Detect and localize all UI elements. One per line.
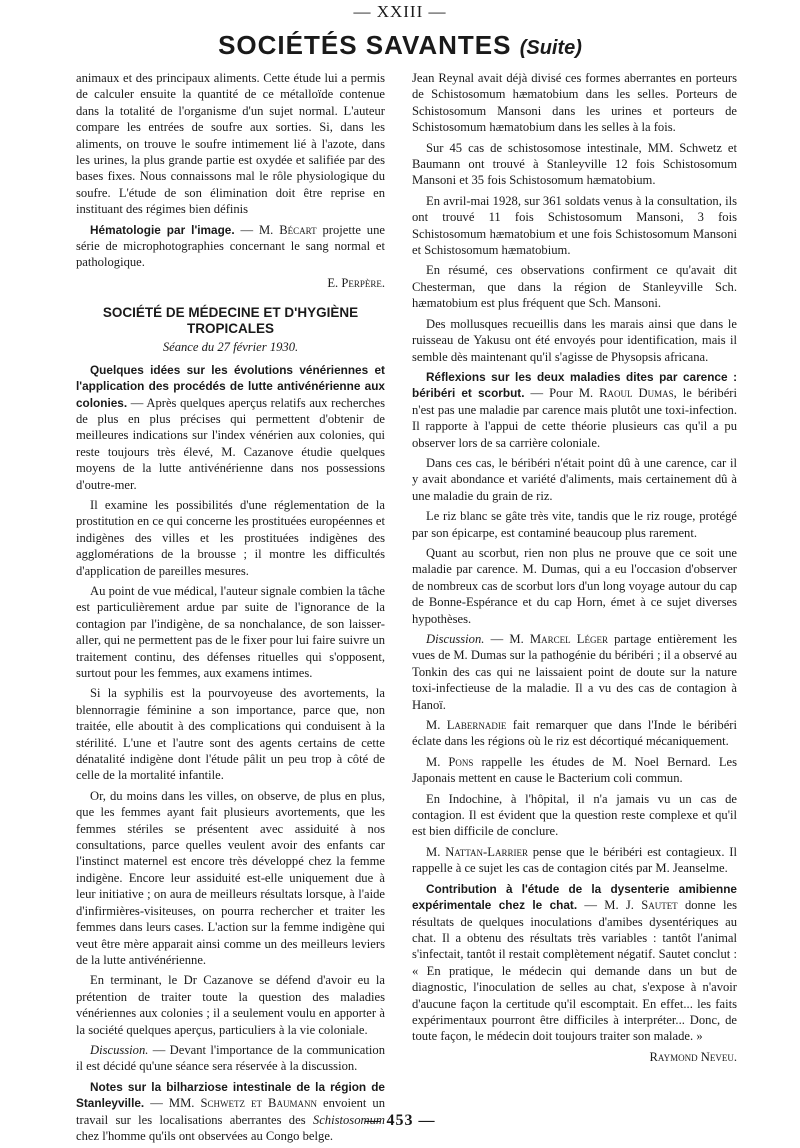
- paragraph: Quant au scorbut, rien non plus ne prouve que ce soit une maladie par carence. M. Dumas, qui a eu l'occasion d'observer de nombreux cas de scorbut lors d'un long voyage autour du cap de Bonne-Espérance et du cap Horn, émet à ce sujet diverses hypothèses.: [412, 545, 737, 626]
- text: pense que le béribéri est contagieux. Il rappelle à ce sujet les cas de contagion cités par M. Jeanselme.: [412, 844, 737, 876]
- text: envoient un travail sur les localisations aberrantes des: [76, 1096, 385, 1127]
- paragraph: [412, 369, 737, 451]
- author-name: Labernadie: [446, 718, 507, 733]
- paragraph: En terminant, le Dr Cazanove se défend d'avoir eu la prétention de traiter toute la question des maladies vénériennes aux colonies ; il a seulement voulu en apporter à la société quelques aperçus, particuliers à la vie coloniale.: [76, 973, 385, 1037]
- paragraph: Sur 45 cas de schistosomose intestinale, MM. Schwetz et Baumann ont trouvé à Stanleyville 12 fois Schistosomum Mansoni et 35 fois Schistosomum hæmatobium.: [412, 140, 737, 188]
- paragraph: [76, 362, 385, 493]
- paragraph: En avril-mai 1928, sur 361 soldats venus à la consultation, ils ont trouvé 11 fois Schistosomum Mansoni, 3 fois Schistosomum hæmatobium et une fois Schistosomum Mansoni et Schistosomum hæmatobium.: [412, 193, 737, 258]
- text: — M. J.: [577, 898, 642, 913]
- paragraph-lead: Notes sur la bilharziose intestinale de la région de Stanleyville.: [76, 1079, 385, 1111]
- text: — Après quelques aperçus relatifs aux recherches de plus en plus précises qui permettent d'obtenir de meilleures indications sur l'index vénérien aux colonies, qui reste toujours très élevé, M. Cazanove étudie quelques moyens de la lutte antivénérienne dans nos possessions d'outre-mer.: [76, 395, 385, 492]
- text: — Devant l'importance de la communication il est décidé qu'une séance sera réservée à la discussion.: [76, 1042, 385, 1074]
- paragraph: animaux et des principaux aliments. Cette étude lui a permis de calculer ensuite la quantité de ce métalloïde contenue dans la totalité de l'organisme d'un sujet normal. L'auteur compare les entrées de soufre aux sorties. Si, dans les aliments, on trouve le soufre intimement lié à l'azote, dans les urines, la plus grande partie est oxydée et salifiée par des bases fixes. Nous connaissons mal le rôle physiologique du soufre. L'étude de son élimination doit être reprise en instituant des régimes bien définis: [76, 71, 385, 217]
- header-title: SOCIÉTÉS SAVANTES: [218, 30, 512, 60]
- paragraph: Si la syphilis est la pourvoyeuse des avortements, la blennorragie féminine a son importance, parce que, non traitée, elle aboutit à des complications qui conduisent à la stérilité. L'une et l'autre sont des agents certains de cette dénatalité indigène dont l'étude pâlit un peu trop à côté de celle de la mortalité infantile.: [76, 686, 385, 783]
- page-header: [0, 30, 800, 61]
- paragraph: [412, 717, 737, 750]
- text: M.: [426, 844, 446, 859]
- paragraph: Or, du moins dans les villes, on observe, de plus en plus, que les femmes ayant fait plusieurs avortements, que les femmes stériles se présentent avec assiduité à nos consultations, parce quelles veulent avoir des enfants car l'instinct maternel est encore très développé chez la femme indigène. Encore leur assiduité est-elle uniquement due à leur initiative ; on aura de meilleurs résultats lorsque, à l'aide d'infirmières-visiteuses, on pourra rechercher et traiter les femmes dans leurs cases. L'action sur la femme indigène qui veut être mère apparait ainsi comme un des meilleurs leviers de la lutte antivénérienne.: [76, 788, 385, 967]
- left-column: [76, 70, 385, 1148]
- text: — MM.: [144, 1096, 201, 1111]
- text: chez l'homme qu'ils ont observées au Congo belge.: [76, 1128, 334, 1143]
- species-name: Schistosomum: [312, 1112, 385, 1127]
- paragraph: [412, 881, 737, 1045]
- text: partage entièrement les vues de M. Dumas sur la pathogénie du béribéri ; il a observé au Tonkin des cas qui ne laissaient point de doute sur la nature toxi-infectieuse de la maladie. Il a vu des cas de contagion à Hanoï.: [412, 632, 737, 712]
- paragraph: Le riz blanc se gâte très vite, tandis que le riz rouge, protégé par son épicarpe, est contaminé beaucoup plus rarement.: [412, 509, 737, 540]
- paragraph: Jean Reynal avait déjà divisé ces formes aberrantes en porteurs de Schistosomum hæmatobium dans les selles. Porteurs de Schistosomum Mansoni dans les urines et porteurs de Schistosomum hæmatobium dans les selles à la fois.: [412, 71, 737, 135]
- author-name: Pons: [448, 754, 474, 769]
- text: — M.: [484, 632, 530, 646]
- paragraph-lead: Réflexions sur les deux maladies dites par carence : béribéri et scorbut.: [412, 369, 737, 401]
- text: — Pour M.: [524, 386, 600, 401]
- text: projette une série de microphotographies concernant le sang normal et pathologique.: [76, 222, 385, 270]
- header-suite: (Suite): [519, 37, 582, 59]
- text: M.: [426, 754, 449, 769]
- text: — M.: [234, 222, 280, 237]
- text: , le béribéri n'est pas une maladie par carence mais plutôt une toxi-infection. Il rapporte à l'appui de cette théorie plusieurs cas qu'il a pu observer lors de sa carrière coloniale.: [412, 386, 737, 450]
- signature: Raymond Neveu.: [649, 1049, 737, 1064]
- paragraph: En résumé, ces observations confirment ce qu'avait dit Chesterman, que dans la région de Stanleyville Sch. hæmatobium est plus fréquent que Sch. Mansoni.: [412, 263, 737, 311]
- text: rappelle les études de M. Noel Bernard. Les Japonais mettent en cause le Bacterium coli commun.: [412, 754, 738, 786]
- author-name: Marcel Léger: [529, 632, 608, 646]
- text: fait remarquer que dans l'Inde le béribéri éclate dans les régions où le riz est décortiqué mécaniquement.: [412, 718, 737, 749]
- right-column: [412, 70, 737, 1069]
- roman-page-number: — XXIII —: [353, 2, 447, 21]
- section-title: [76, 305, 385, 337]
- page-number: — 453 —: [364, 1112, 436, 1129]
- paragraph: [76, 1042, 385, 1075]
- paragraph: Des mollusques recueillis dans les marais ainsi que dans le ruisseau de Yakusu ont été envoyés pour identification, mais il semble dès maintenant qu'il s'agisse de Physopsis africana.: [412, 316, 737, 364]
- paragraph-lead: Hématologie par l'image.: [90, 222, 235, 237]
- paragraph: Il examine les possibilités d'une réglementation de la prostitution en ce qui concerne les prostituées européennes et indigènes des villes et les prostituées indigènes des agglomérations de la brousse ; il montre les difficultés d'application de pareilles mesures.: [76, 497, 385, 578]
- paragraph: [412, 754, 737, 787]
- author-name: Sautet: [641, 898, 678, 913]
- signature: E. Perpère.: [327, 275, 385, 290]
- text: M.: [426, 718, 447, 733]
- paragraph: Au point de vue médical, l'auteur signale combien la tâche est particulièrement ardue par suite de l'ignorance de la contagion par l'indigène, de sa nonchalance, de son laisser-aller, qui ne permettent pas de le fixer pour lui faire suivre un traitement continu, des défenses rituelles qui s'opposent, surtout pour les femmes, aux examens intimes.: [76, 583, 385, 680]
- paragraph-lead: Quelques idées sur les évolutions vénériennes et l'application des procédés de lutte antivénérienne aux colonies.: [76, 362, 385, 410]
- paragraph: [76, 222, 385, 271]
- paragraph: [412, 844, 737, 877]
- discussion-label: Discussion.: [90, 1042, 149, 1057]
- paragraph-lead: Contribution à l'étude de la dysenterie amibienne expérimentale chez le chat.: [412, 881, 737, 913]
- author-name: Nattan-Larrier: [445, 844, 528, 859]
- author-name: Raoul Dumas: [599, 386, 674, 401]
- section-title-line: TROPICALES: [186, 321, 274, 337]
- paragraph: En Indochine, à l'hôpital, il n'a jamais vu un cas de contagion. Il est évident que la question reste complexe et qu'il est bien difficile de conclure.: [412, 791, 737, 839]
- paragraph: Dans ces cas, le béribéri n'était point dû à une carence, car il y avait abondance et variété d'aliments, mais certainement dû à une maladie du grain de riz.: [412, 455, 737, 503]
- text: donne les résultats de quelques inoculations d'amibes dysentériques au chat. Il a obtenu des résultats très variables : tantôt l'animal s'infectait, tantôt il restait complètement négatif. Sautet conclut : « En pratique, le médecin qui demande dans un but de diagnostic, l'inoculation de selles au chat, s'expose à n'avoir d'aucune façon la certitude qu'il escomptait. En effet... les faits expérimentaux pourront être difficiles à interpréter... Donc, de toute façon, le médecin doit toujours traiter son malade. »: [412, 898, 737, 1044]
- discussion-label: Discussion.: [426, 632, 485, 646]
- paragraph: [412, 631, 737, 713]
- section-title-line: SOCIÉTÉ DE MÉDECINE ET D'HYGIÈNE: [102, 305, 359, 321]
- author-name: Schwetz et Baumann: [200, 1096, 317, 1111]
- session-date: Séance du 27 février 1930.: [162, 340, 299, 355]
- author-name: Bécart: [279, 222, 317, 237]
